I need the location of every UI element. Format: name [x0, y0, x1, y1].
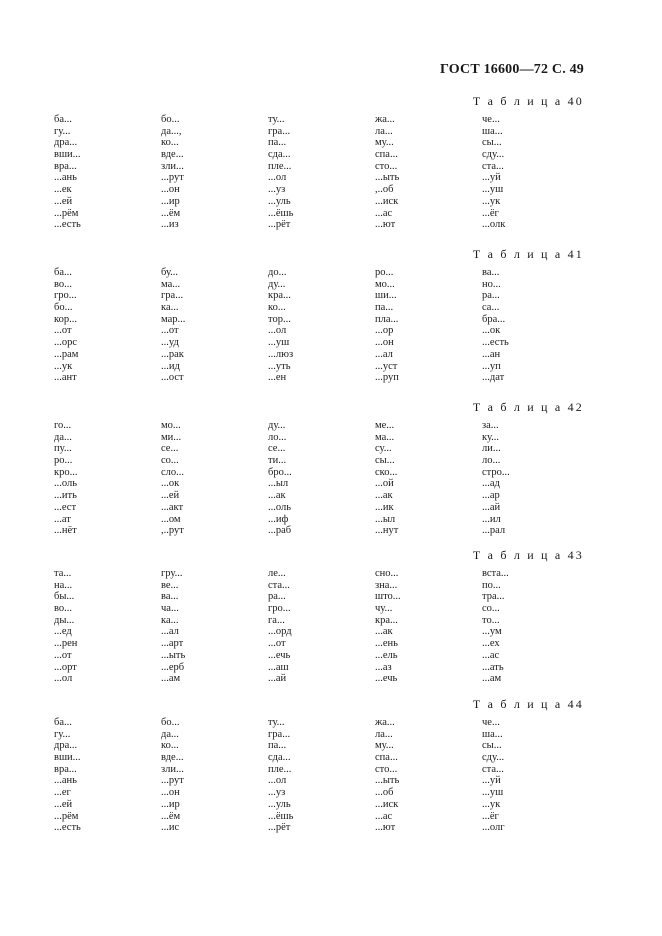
- table-cell: ...ёг: [482, 207, 499, 219]
- table-cell: кра...: [268, 290, 291, 302]
- table-cell: сы...: [482, 137, 502, 149]
- table-cell: ...ук: [482, 195, 501, 207]
- table-cell: ...ол: [54, 673, 73, 685]
- table-cell: ...рём: [54, 810, 79, 822]
- table-cell: ...ас: [482, 649, 500, 661]
- table-cell: че...: [482, 717, 500, 728]
- table-column: [54, 267, 144, 384]
- table-cell: ша...: [482, 125, 503, 137]
- table-cell: ...орд: [268, 626, 292, 638]
- table-column: [268, 717, 358, 834]
- table-cell: ...иск: [375, 798, 399, 810]
- table-cell: ...ай: [268, 673, 287, 685]
- table-cell: мо...: [375, 278, 395, 290]
- table-cell: ста...: [482, 160, 504, 172]
- table-cell: ка...: [161, 302, 179, 314]
- table-cell: бра...: [482, 313, 506, 325]
- table-cell: ро...: [54, 455, 73, 467]
- table-cell: пле...: [268, 160, 292, 172]
- table-cell: ...уш: [268, 337, 290, 349]
- table-cell: му...: [375, 137, 394, 149]
- table-cell: ...ад: [482, 478, 500, 490]
- table-cell: ла...: [375, 728, 393, 740]
- table-title: Т а б л и ц а 42: [472, 400, 584, 414]
- table-cell: ...ей: [54, 195, 73, 207]
- table-cell: ...ол: [268, 325, 287, 337]
- table-cell: ...ак: [375, 626, 393, 638]
- table-cell: ...ик: [375, 501, 394, 513]
- table-column: [375, 420, 465, 537]
- table-cell: чу...: [375, 603, 393, 615]
- table-cell: пла...: [375, 313, 399, 325]
- table-cell: ...нут: [375, 525, 399, 537]
- table-cell: спа...: [375, 752, 398, 764]
- table-cell: гро...: [54, 290, 77, 302]
- table-column: [268, 420, 358, 537]
- table-grid: [0, 717, 662, 837]
- table-cell: ...ить: [54, 490, 77, 502]
- table-cell: ...олг: [482, 822, 505, 834]
- table-column: [54, 420, 144, 537]
- table-cell: ...ал: [161, 626, 179, 638]
- table-cell: ба...: [54, 717, 72, 728]
- table-cell: тра...: [482, 591, 505, 603]
- table-cell: ...ост: [161, 372, 184, 384]
- table-cell: ...ид: [161, 360, 180, 372]
- table-cell: ...уз: [268, 184, 286, 196]
- table-cell: гра...: [268, 728, 291, 740]
- table-cell: са...: [482, 302, 500, 314]
- table-cell: ...олк: [482, 219, 506, 231]
- table-cell: ма...: [161, 278, 181, 290]
- table-cell: ...он: [161, 184, 180, 196]
- table-cell: ...есть: [54, 219, 81, 231]
- table-cell: ...уй: [482, 172, 501, 184]
- table-cell: зна...: [375, 579, 398, 591]
- table-cell: ,..рут: [161, 525, 184, 537]
- table-cell: ва...: [161, 591, 179, 603]
- table-cell: ...ант: [54, 372, 77, 384]
- table-cell: ...ол: [268, 775, 287, 787]
- table-cell: ...ём: [161, 810, 181, 822]
- table-column: [161, 568, 251, 685]
- table-cell: ...иск: [375, 195, 399, 207]
- table-cell: кра...: [375, 614, 398, 626]
- table-cell: ...ег: [54, 787, 71, 799]
- table-cell: ...ом: [161, 513, 181, 525]
- table-cell: су...: [375, 443, 392, 455]
- table-cell: ...ечь: [375, 673, 398, 685]
- table-cell: ...ёг: [482, 810, 499, 822]
- table-grid: [0, 568, 662, 688]
- table-column: [482, 114, 572, 231]
- table-cell: ...ют: [375, 219, 396, 231]
- table-cell: ба...: [54, 267, 72, 278]
- table-cell: ...орс: [54, 337, 78, 349]
- table-cell: по...: [482, 579, 501, 591]
- table-cell: вра...: [54, 160, 77, 172]
- table-cell: ле...: [268, 568, 286, 579]
- table-cell: се...: [161, 443, 179, 455]
- table-grid: [0, 267, 662, 387]
- table-cell: ло...: [268, 431, 287, 443]
- table-cell: ли...: [482, 443, 501, 455]
- table-cell: ку...: [482, 431, 500, 443]
- table-cell: ...ен: [268, 372, 287, 384]
- table-cell: ...оль: [54, 478, 78, 490]
- table-cell: да...: [54, 431, 72, 443]
- table-cell: ...от: [268, 638, 286, 650]
- table-column: [482, 420, 572, 537]
- table-cell: ка...: [161, 614, 179, 626]
- table-cell: ...ех: [482, 638, 500, 650]
- table-cell: ...ыть: [375, 775, 400, 787]
- table-cell: ...ам: [161, 673, 181, 685]
- table-cell: ве...: [161, 579, 179, 591]
- table-cell: ...он: [161, 787, 180, 799]
- table-title: Т а б л и ц а 44: [472, 697, 584, 711]
- table-cell: се...: [268, 443, 286, 455]
- table-cell: ма...: [375, 431, 395, 443]
- table-cell: ...он: [375, 337, 394, 349]
- table-cell: ...ыть: [161, 649, 186, 661]
- table-cell: ...ёшь: [268, 207, 294, 219]
- table-cell: мо...: [161, 420, 181, 431]
- table-cell: вде...: [161, 149, 184, 161]
- table-cell: бо...: [54, 302, 73, 314]
- table-cell: зли...: [161, 160, 184, 172]
- table-cell: вши...: [54, 752, 81, 764]
- table-cell: ...ют: [375, 822, 396, 834]
- table-cell: ...аш: [268, 661, 289, 673]
- table-column: [375, 114, 465, 231]
- table-cell: му...: [375, 740, 394, 752]
- table-cell: ...ей: [161, 490, 180, 502]
- table-cell: што...: [375, 591, 401, 603]
- table-cell: го...: [54, 420, 72, 431]
- table-cell: ме...: [375, 420, 395, 431]
- table-cell: ту...: [268, 717, 285, 728]
- table-cell: пле...: [268, 763, 292, 775]
- table-cell: ...ать: [482, 661, 504, 673]
- table-cell: гу...: [54, 125, 71, 137]
- table-cell: ду...: [268, 420, 286, 431]
- table-cell: ...ёшь: [268, 810, 294, 822]
- table-cell: спа...: [375, 149, 398, 161]
- table-cell: ...рём: [54, 207, 79, 219]
- table-cell: ...уз: [268, 787, 286, 799]
- table-cell: ча...: [161, 603, 179, 615]
- table-cell: сло...: [161, 466, 185, 478]
- table-cell: но...: [482, 278, 501, 290]
- table-cell: ...ук: [482, 798, 501, 810]
- table-cell: ...ам: [482, 673, 502, 685]
- table-cell: ва...: [482, 267, 500, 278]
- table-cell: сда...: [268, 752, 291, 764]
- table-cell: ту...: [268, 114, 285, 125]
- table-cell: па...: [268, 740, 287, 752]
- table-cell: пу...: [54, 443, 72, 455]
- table-cell: ...акт: [161, 501, 184, 513]
- table-cell: ...об: [375, 787, 394, 799]
- table-cell: ...ор: [375, 325, 394, 337]
- table-cell: во...: [54, 603, 73, 615]
- table-cell: ...ыл: [375, 513, 396, 525]
- table-cell: сно...: [375, 568, 399, 579]
- table-cell: ...ок: [482, 325, 501, 337]
- table-cell: ро...: [375, 267, 394, 278]
- table-cell: ...рак: [161, 348, 184, 360]
- table-cell: ...ат: [54, 513, 71, 525]
- table-cell: ла...: [375, 125, 393, 137]
- table-cell: ...ас: [375, 207, 393, 219]
- table-column: [482, 568, 572, 685]
- table-cell: че...: [482, 114, 500, 125]
- table-cell: ...уй: [482, 775, 501, 787]
- table-cell: ми...: [161, 431, 182, 443]
- table-cell: кро...: [54, 466, 78, 478]
- table-cell: па...: [268, 137, 287, 149]
- table-cell: ...ол: [268, 172, 287, 184]
- table-cell: ...ём: [161, 207, 181, 219]
- table-grid: [0, 420, 662, 540]
- table-cell: ,..об: [375, 184, 394, 196]
- table-cell: та...: [54, 568, 72, 579]
- table-cell: бы...: [54, 591, 75, 603]
- table-column: [375, 568, 465, 685]
- table-cell: ...ей: [54, 798, 73, 810]
- table-cell: ...нёт: [54, 525, 77, 537]
- table-cell: гра...: [161, 290, 184, 302]
- table-cell: тор...: [268, 313, 291, 325]
- table-cell: ды...: [54, 614, 75, 626]
- table-title: Т а б л и ц а 41: [472, 247, 584, 261]
- table-cell: бу...: [161, 267, 179, 278]
- table-cell: да...: [161, 728, 179, 740]
- table-cell: ...ечь: [268, 649, 291, 661]
- table-cell: ...ук: [54, 360, 73, 372]
- table-cell: ...ар: [482, 490, 500, 502]
- table-cell: ко...: [161, 740, 179, 752]
- table-cell: ста...: [482, 763, 504, 775]
- table-cell: со...: [482, 603, 500, 615]
- table-cell: вста...: [482, 568, 509, 579]
- table-cell: ...ень: [375, 638, 398, 650]
- table-cell: ...рал: [482, 525, 506, 537]
- table-cell: ...ок: [161, 478, 180, 490]
- table-cell: сда...: [268, 149, 291, 161]
- table-cell: ду...: [268, 278, 286, 290]
- table-cell: бо...: [161, 717, 180, 728]
- table-cell: ...от: [54, 649, 72, 661]
- table-cell: ...раб: [268, 525, 292, 537]
- table-cell: ...ак: [375, 490, 393, 502]
- table-cell: ста...: [268, 579, 290, 591]
- table-cell: ба...: [54, 114, 72, 125]
- table-cell: до...: [268, 267, 287, 278]
- table-cell: ...ир: [161, 798, 180, 810]
- table-column: [268, 267, 358, 384]
- table-cell: гро...: [268, 603, 291, 615]
- table-column: [161, 717, 251, 834]
- table-column: [268, 568, 358, 685]
- table-cell: ...ум: [482, 626, 502, 638]
- table-cell: бо...: [161, 114, 180, 125]
- table-cell: ...уш: [482, 184, 504, 196]
- table-column: [375, 267, 465, 384]
- table-cell: ...аз: [375, 661, 392, 673]
- table-cell: ...уст: [375, 360, 398, 372]
- table-cell: ...от: [54, 325, 72, 337]
- table-cell: ...рен: [54, 638, 78, 650]
- table-cell: ...люз: [268, 348, 294, 360]
- table-cell: ...ас: [375, 810, 393, 822]
- table-title: Т а б л и ц а 40: [472, 94, 584, 108]
- table-cell: сду...: [482, 752, 505, 764]
- table-cell: ...уд: [161, 337, 179, 349]
- table-column: [54, 717, 144, 834]
- table-cell: ...есть: [54, 822, 81, 834]
- table-cell: ...от: [161, 325, 179, 337]
- page-header: ГОСТ 16600—72 С. 49: [440, 62, 584, 77]
- table-cell: ...ест: [54, 501, 77, 513]
- table-cell: за...: [482, 420, 499, 431]
- table-cell: ...рут: [161, 775, 184, 787]
- table-cell: то...: [482, 614, 500, 626]
- table-cell: сто...: [375, 160, 398, 172]
- table-cell: на...: [54, 579, 73, 591]
- table-cell: ...иф: [268, 513, 289, 525]
- table-cell: ти...: [268, 455, 287, 467]
- table-column: [161, 114, 251, 231]
- table-cell: ...арт: [161, 638, 184, 650]
- table-column: [482, 717, 572, 834]
- table-cell: во...: [54, 278, 73, 290]
- table-cell: ...есть: [482, 337, 509, 349]
- table-cell: ко...: [268, 302, 286, 314]
- table-cell: ...рёт: [268, 219, 291, 231]
- table-cell: бро...: [268, 466, 292, 478]
- table-cell: ...орт: [54, 661, 77, 673]
- table-cell: ...ай: [482, 501, 501, 513]
- table-cell: гу...: [54, 728, 71, 740]
- table-cell: ...рут: [161, 172, 184, 184]
- table-cell: сду...: [482, 149, 505, 161]
- table-cell: ...ань: [54, 775, 77, 787]
- table-cell: ...уль: [268, 798, 291, 810]
- table-cell: ско...: [375, 466, 398, 478]
- table-cell: ...ыл: [268, 478, 289, 490]
- table-cell: кор...: [54, 313, 77, 325]
- table-cell: зли...: [161, 763, 184, 775]
- table-cell: ...ил: [482, 513, 501, 525]
- table-cell: ...уть: [268, 360, 291, 372]
- table-column: [54, 568, 144, 685]
- table-cell: ...ед: [54, 626, 72, 638]
- table-cell: ...ек: [54, 184, 72, 196]
- table-cell: дра...: [54, 137, 78, 149]
- table-cell: ...уль: [268, 195, 291, 207]
- table-cell: ...ель: [375, 649, 398, 661]
- table-cell: ...ан: [482, 348, 501, 360]
- table-cell: стро...: [482, 466, 510, 478]
- table-cell: ...рам: [54, 348, 79, 360]
- table-cell: жа...: [375, 114, 395, 125]
- table-column: [268, 114, 358, 231]
- table-cell: со...: [161, 455, 179, 467]
- table-cell: га...: [268, 614, 285, 626]
- table-column: [54, 114, 144, 231]
- table-cell: сы...: [375, 455, 395, 467]
- table-cell: вде...: [161, 752, 184, 764]
- table-cell: ши...: [375, 290, 397, 302]
- table-cell: ...из: [161, 219, 179, 231]
- table-cell: жа...: [375, 717, 395, 728]
- table-cell: ра...: [482, 290, 500, 302]
- table-cell: сы...: [482, 740, 502, 752]
- table-cell: ...уп: [482, 360, 501, 372]
- table-cell: мар...: [161, 313, 186, 325]
- table-cell: сто...: [375, 763, 398, 775]
- table-cell: да...,: [161, 125, 182, 137]
- table-column: [482, 267, 572, 384]
- table-cell: ...ак: [268, 490, 286, 502]
- table-cell: па...: [375, 302, 394, 314]
- table-cell: ...рёт: [268, 822, 291, 834]
- table-title: Т а б л и ц а 43: [472, 548, 584, 562]
- table-cell: ...руп: [375, 372, 399, 384]
- table-cell: ...ань: [54, 172, 77, 184]
- table-cell: ло...: [482, 455, 501, 467]
- table-column: [375, 717, 465, 834]
- table-column: [161, 420, 251, 537]
- table-cell: ...ой: [375, 478, 394, 490]
- table-cell: гра...: [268, 125, 291, 137]
- table-cell: вши...: [54, 149, 81, 161]
- table-cell: ...ал: [375, 348, 393, 360]
- table-cell: ...оль: [268, 501, 292, 513]
- table-grid: [0, 114, 662, 234]
- table-cell: гру...: [161, 568, 183, 579]
- table-column: [161, 267, 251, 384]
- table-cell: вра...: [54, 763, 77, 775]
- table-cell: ...ыть: [375, 172, 400, 184]
- table-cell: ...уш: [482, 787, 504, 799]
- table-cell: дра...: [54, 740, 78, 752]
- table-cell: ко...: [161, 137, 179, 149]
- table-cell: ...ис: [161, 822, 180, 834]
- table-cell: ...ир: [161, 195, 180, 207]
- table-cell: ...ерб: [161, 661, 185, 673]
- table-cell: ра...: [268, 591, 286, 603]
- table-cell: ша...: [482, 728, 503, 740]
- table-cell: ...дат: [482, 372, 505, 384]
